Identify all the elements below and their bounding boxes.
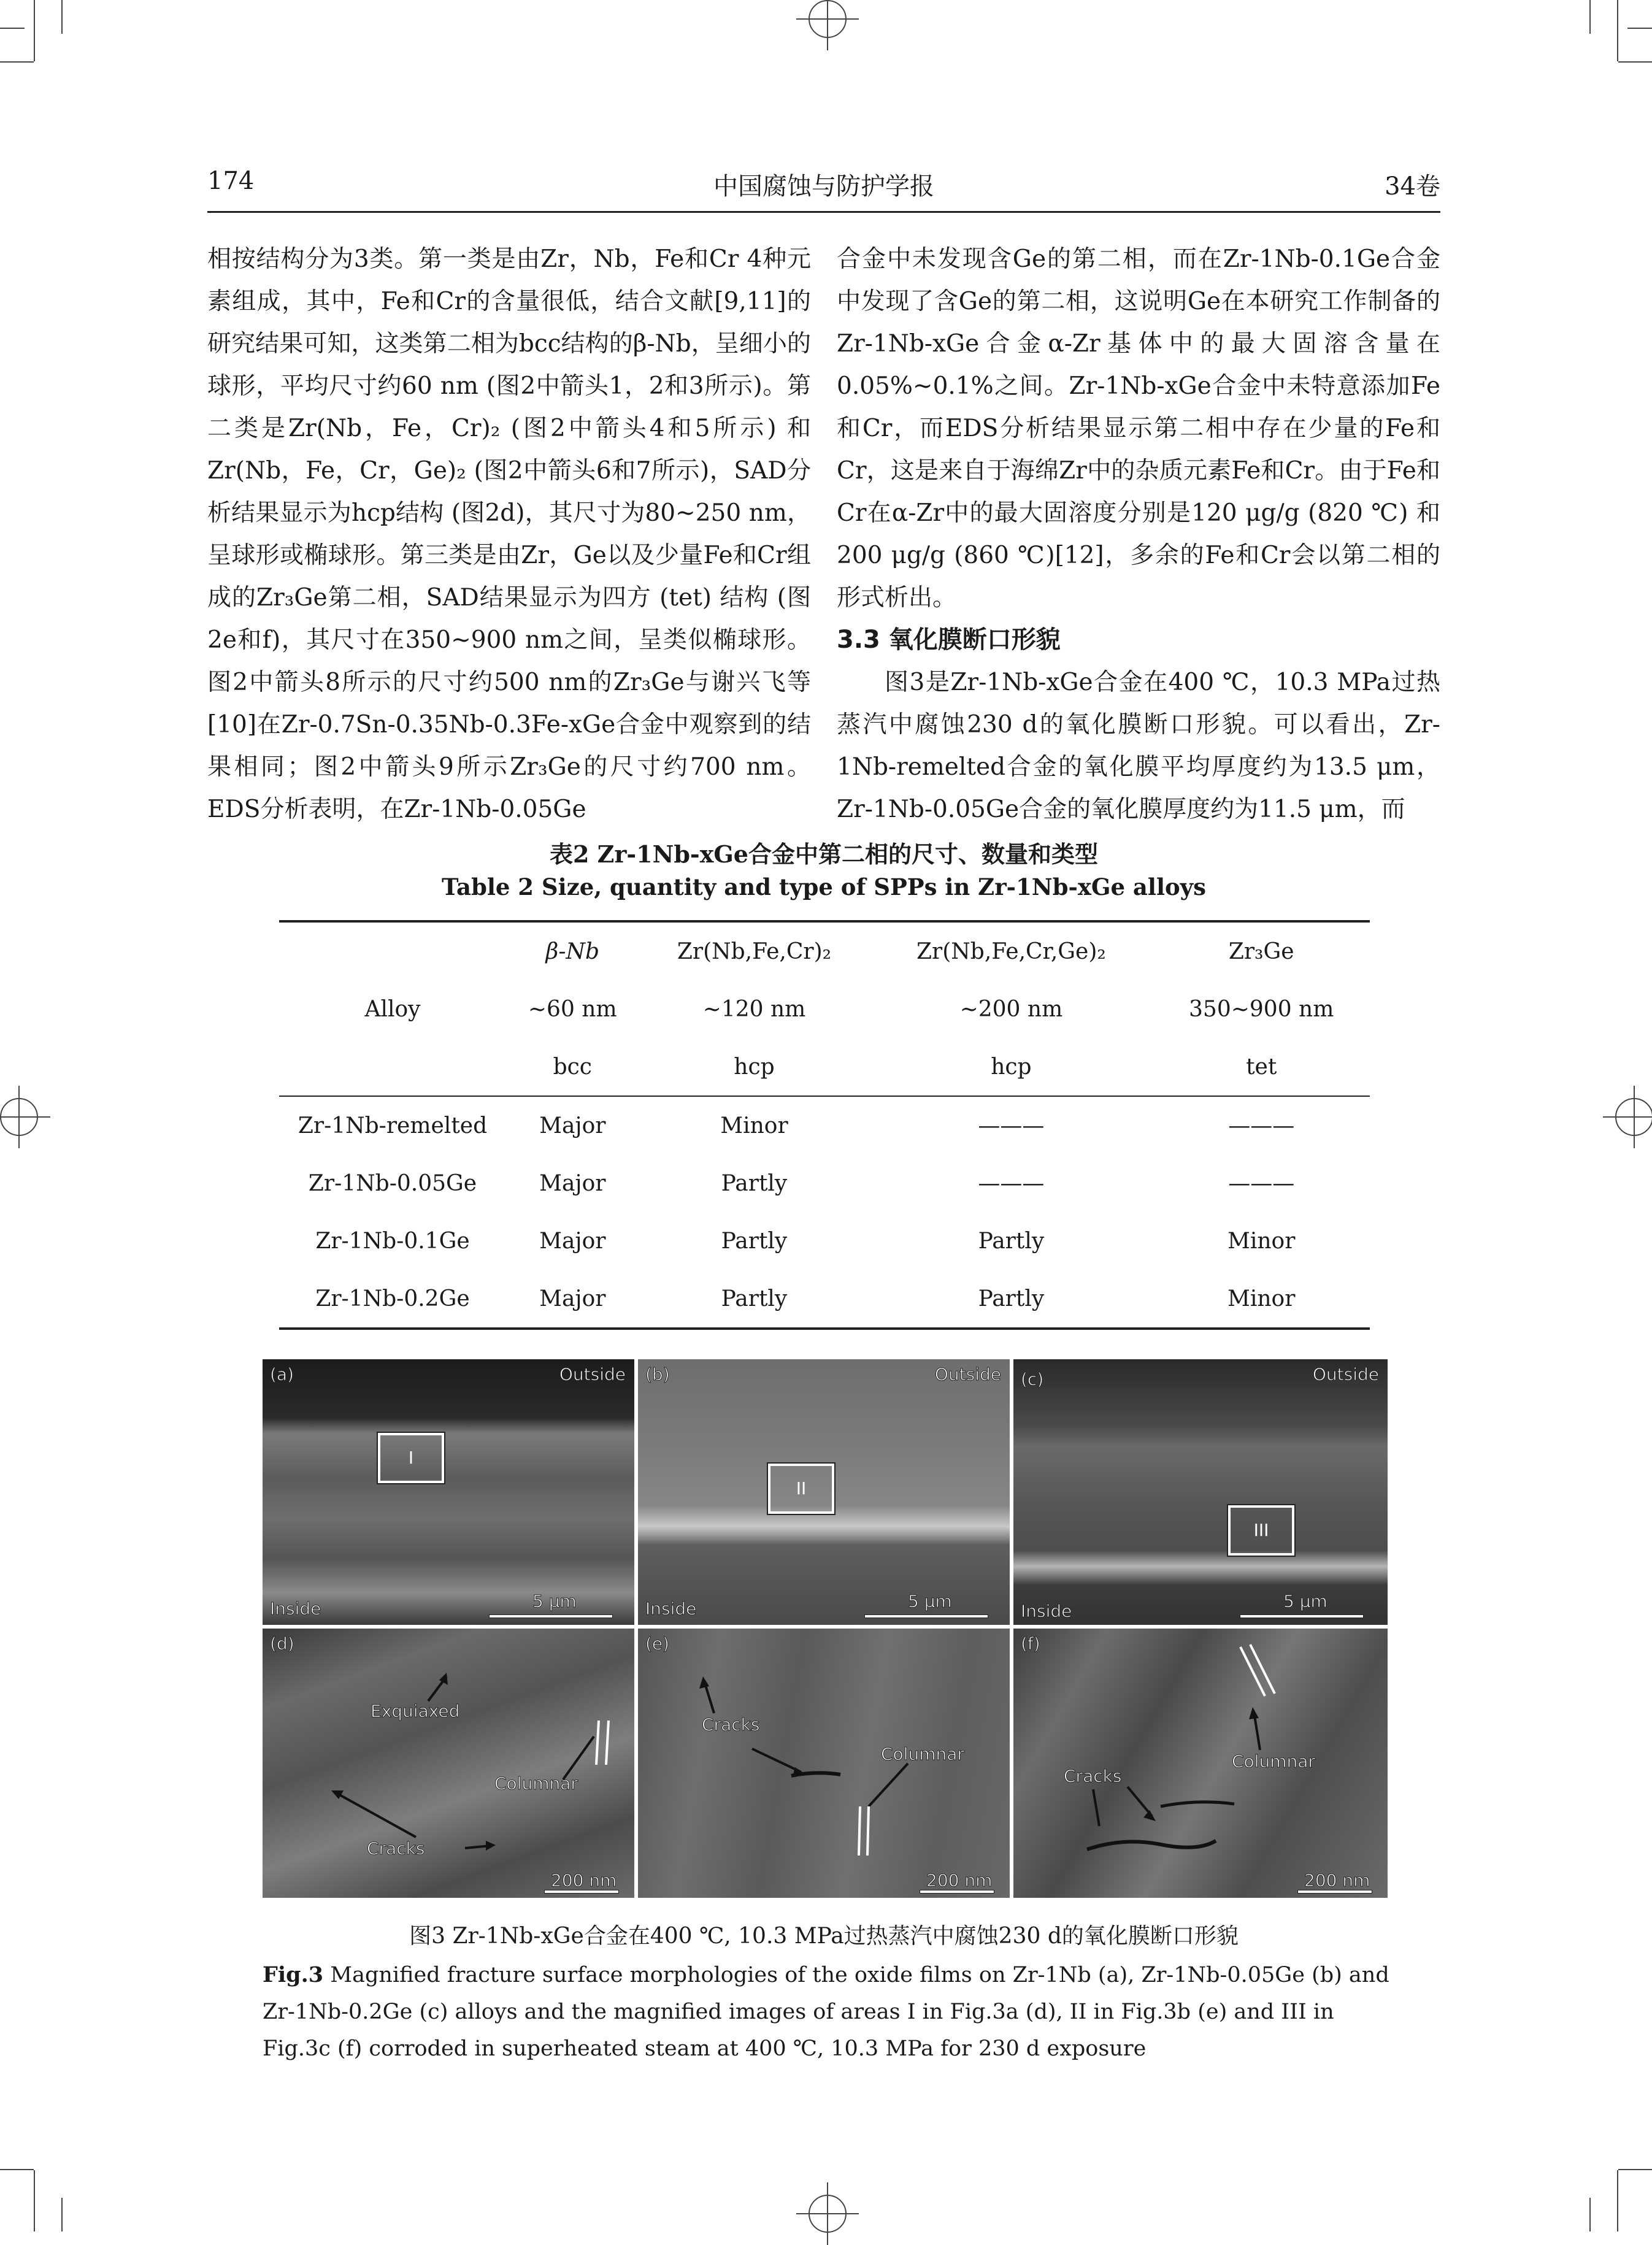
crop-mark: [0, 61, 34, 63]
region-box: III: [1228, 1505, 1294, 1556]
inside-label: Inside: [270, 1598, 321, 1619]
annotation-label: Columnar: [881, 1744, 964, 1764]
crop-mark: [1617, 2170, 1618, 2232]
outside-label: Outside: [1312, 1364, 1379, 1384]
crop-mark: [1618, 61, 1652, 63]
figure-caption-en: [263, 1957, 1391, 2067]
section-heading: 3.3 氧化膜断口形貌: [837, 626, 1061, 654]
spp-table: [279, 920, 1370, 1330]
right-column: [837, 238, 1440, 831]
outside-label: Outside: [934, 1364, 1001, 1384]
table-header-cell: Zr(Nb,Fe,Cr)₂: [639, 921, 870, 980]
crop-mark: [61, 2198, 63, 2232]
sem-panel-b: [638, 1359, 1010, 1625]
scale-bar: [865, 1615, 988, 1618]
table-cell: Zr-1Nb-0.1Ge: [315, 1228, 470, 1254]
scale-bar: [920, 1890, 994, 1893]
scale-label: 5 μm: [532, 1591, 577, 1611]
crop-mark: [1627, 28, 1652, 29]
sem-panel-a: [263, 1359, 634, 1625]
table-header-cell: β-Nb: [506, 921, 639, 980]
table-cell: Partly: [721, 1228, 788, 1254]
scale-label: 5 μm: [908, 1591, 952, 1611]
table-cell: Major: [539, 1113, 606, 1138]
crop-mark: [1618, 2169, 1652, 2170]
scale-label: 200 nm: [1304, 1870, 1370, 1890]
panel-label: (b): [645, 1364, 670, 1384]
body-paragraph: 相按结构分为3类。第一类是由Zr，Nb，Fe和Cr 4种元素组成，其中，Fe和Cr的含量很低，结合文献[9,11]的研究结果可知，这类第二相为bcc结构的β-Nb，呈细小的球形，平均尺寸约60 nm (图2中箭头1，2和3所示)。第二类是Zr(Nb，Fe，Cr)₂ (图2中箭头4和5所示) 和Zr(Nb，Fe，Cr，Ge)₂ (图2中箭头6和7所示)，SAD分析结果显示为hcp结构 (图2d)，其尺寸为80~250 nm，呈球形或椭球形。第三类是由Zr，Ge以及少量Fe和Cr组成的Zr₃Ge第二相，SAD结果显示为四方 (tet) 结构 (图2e和f)，其尺寸在350~900 nm之间，呈类似椭球形。图2中箭头8所示的尺寸约500 nm的Zr₃Ge与谢兴飞等[10]在Zr-0.7Sn-0.35Nb-0.3Fe-xGe合金中观察到的结果相同；图2中箭头9所示Zr₃Ge的尺寸约700 nm。EDS分析表明，在Zr-1Nb-0.05Ge: [207, 245, 811, 823]
arrow-icon: [263, 1629, 634, 1898]
journal-title: 中国腐蚀与防护学报: [713, 172, 934, 201]
table-row: [279, 1154, 1370, 1212]
table-header-cell: tet: [1153, 1038, 1370, 1096]
figure-caption-cn: 图3 Zr-1Nb-xGe合金在400 ℃, 10.3 MPa过热蒸汽中腐蚀230 d的氧化膜断口形貌: [409, 1924, 1239, 1949]
table-cell: Minor: [1153, 1270, 1370, 1329]
table-caption-en: Table 2 Size, quantity and type of SPPs in Zr-1Nb-xGe alloys: [441, 873, 1207, 900]
table-cell: Minor: [720, 1113, 788, 1138]
scale-label: 200 nm: [926, 1870, 993, 1890]
table-header-cell: Zr₃Ge: [1153, 921, 1370, 980]
table-header-cell: Zr(Nb,Fe,Cr,Ge)₂: [869, 921, 1153, 980]
table-cell: Partly: [978, 1228, 1045, 1254]
inside-label: Inside: [645, 1598, 697, 1619]
annotation-label: Cracks: [702, 1714, 760, 1735]
table-header-cell: hcp: [869, 1038, 1153, 1096]
annotation-label: Columnar: [494, 1773, 578, 1794]
scale-bar: [1240, 1615, 1363, 1618]
panel-label: (c): [1021, 1369, 1044, 1389]
table-row: [279, 1212, 1370, 1270]
table-cell: ———: [978, 1113, 1045, 1138]
annotation-label: Cracks: [367, 1838, 425, 1859]
panel-label: (e): [645, 1633, 670, 1654]
crop-mark: [1617, 0, 1618, 61]
registration-mark-left: [0, 1098, 38, 1136]
table-row: [279, 1096, 1370, 1154]
header-rule: [207, 211, 1440, 213]
table-cell: ———: [1228, 1170, 1295, 1196]
table-cell: Zr-1Nb-remelted: [298, 1113, 488, 1138]
table-cell: Zr-1Nb-0.05Ge: [308, 1170, 477, 1196]
scale-label: 5 μm: [1283, 1591, 1327, 1611]
volume-label: 34卷: [1385, 172, 1440, 201]
sem-panel-f: [1013, 1629, 1388, 1898]
table-cell: Minor: [1227, 1228, 1296, 1254]
crop-mark: [34, 2170, 35, 2232]
arrow-icon: [638, 1629, 1010, 1898]
panel-label: (f): [1021, 1633, 1040, 1654]
table-header-cell: hcp: [639, 1038, 870, 1096]
registration-mark-right: [1615, 1098, 1652, 1136]
table-cell: Partly: [869, 1270, 1153, 1329]
figure-caption-text: Magnified fracture surface morphologies of the oxide films on Zr-1Nb (a), Zr-1Nb-0.05Ge (b) and Zr-1Nb-0.2Ge (c) alloys and the magnified images of areas I in Fig.3a (d), II in Fig.3b (e) and III in Fig.3c (f) corroded in superheated steam at 400 ℃, 10.3 MPa for 230 d exposure: [263, 1963, 1389, 2061]
sem-panel-c: [1013, 1359, 1388, 1625]
table-header-cell: bcc: [506, 1038, 639, 1096]
table-cell: Zr-1Nb-0.2Ge: [279, 1270, 506, 1329]
crop-mark: [34, 0, 35, 61]
crop-mark: [0, 28, 25, 29]
table-cell: Major: [539, 1228, 606, 1254]
table-cell: Major: [539, 1170, 606, 1196]
panel-label: (d): [270, 1633, 294, 1654]
annotation-label: Columnar: [1232, 1751, 1315, 1771]
crop-mark: [0, 2169, 34, 2170]
annotation-label: Cracks: [1064, 1766, 1122, 1786]
figure-caption-label: Fig.3: [263, 1962, 324, 1987]
scale-label: 200 nm: [551, 1870, 617, 1890]
region-box: I: [378, 1433, 444, 1483]
scale-bar: [490, 1615, 612, 1618]
table-header-cell: 350~900 nm: [1189, 996, 1334, 1022]
table-header-cell: ~200 nm: [959, 996, 1063, 1022]
panel-label: (a): [270, 1364, 294, 1384]
registration-mark-top: [809, 0, 847, 38]
annotation-label: Exquiaxed: [371, 1701, 460, 1721]
crop-mark: [61, 0, 63, 34]
body-paragraph: 图3是Zr-1Nb-xGe合金在400 ℃，10.3 MPa过热蒸汽中腐蚀230 d的氧化膜断口形貌。可以看出，Zr-1Nb-remelted合金的氧化膜平均厚度约为13.5 μm，Zr-1Nb-0.05Ge合金的氧化膜厚度约为11.5 μm，而: [837, 669, 1440, 823]
table-header-cell: ~60 nm: [528, 996, 617, 1022]
registration-mark-bottom: [809, 2195, 847, 2233]
sem-figure: [263, 1359, 1388, 1898]
inside-label: Inside: [1021, 1601, 1072, 1621]
crop-mark: [1589, 2198, 1591, 2232]
region-box: II: [768, 1464, 834, 1514]
running-header: [207, 167, 1440, 210]
left-column: [207, 238, 811, 831]
table-row: [279, 1270, 1370, 1329]
sem-panel-e: [638, 1629, 1010, 1898]
table-cell: ———: [1228, 1113, 1295, 1138]
outside-label: Outside: [559, 1364, 626, 1384]
body-paragraph: 合金中未发现含Ge的第二相，而在Zr-1Nb-0.1Ge合金中发现了含Ge的第二相，这说明Ge在本研究工作制备的Zr-1Nb-xGe合金α-Zr基体中的最大固溶含量在0.05%~0.1%之间。Zr-1Nb-xGe合金中未特意添加Fe和Cr，而EDS分析结果显示第二相中存在少量的Fe和Cr，这是来自于海绵Zr中的杂质元素Fe和Cr。由于Fe和Cr在α-Zr中的最大固溶度分别是120 μg/g (820 ℃) 和200 μg/g (860 ℃)[12]，多余的Fe和Cr会以第二相的形式析出。: [837, 245, 1440, 612]
scale-bar: [545, 1890, 618, 1893]
table-row-header: Alloy: [279, 921, 506, 1096]
table-cell: Major: [506, 1270, 639, 1329]
arrow-icon: [1013, 1629, 1388, 1898]
table-header-cell: ~120 nm: [702, 996, 806, 1022]
crop-mark: [1589, 0, 1591, 34]
table-cell: ———: [978, 1170, 1045, 1196]
table-cell: Partly: [639, 1270, 870, 1329]
page-number: 174: [207, 167, 255, 195]
scale-bar: [1298, 1890, 1372, 1893]
table-caption-cn: 表2 Zr-1Nb-xGe合金中第二相的尺寸、数量和类型: [549, 840, 1098, 868]
table-cell: Partly: [721, 1170, 788, 1196]
sem-panel-d: [263, 1629, 634, 1898]
